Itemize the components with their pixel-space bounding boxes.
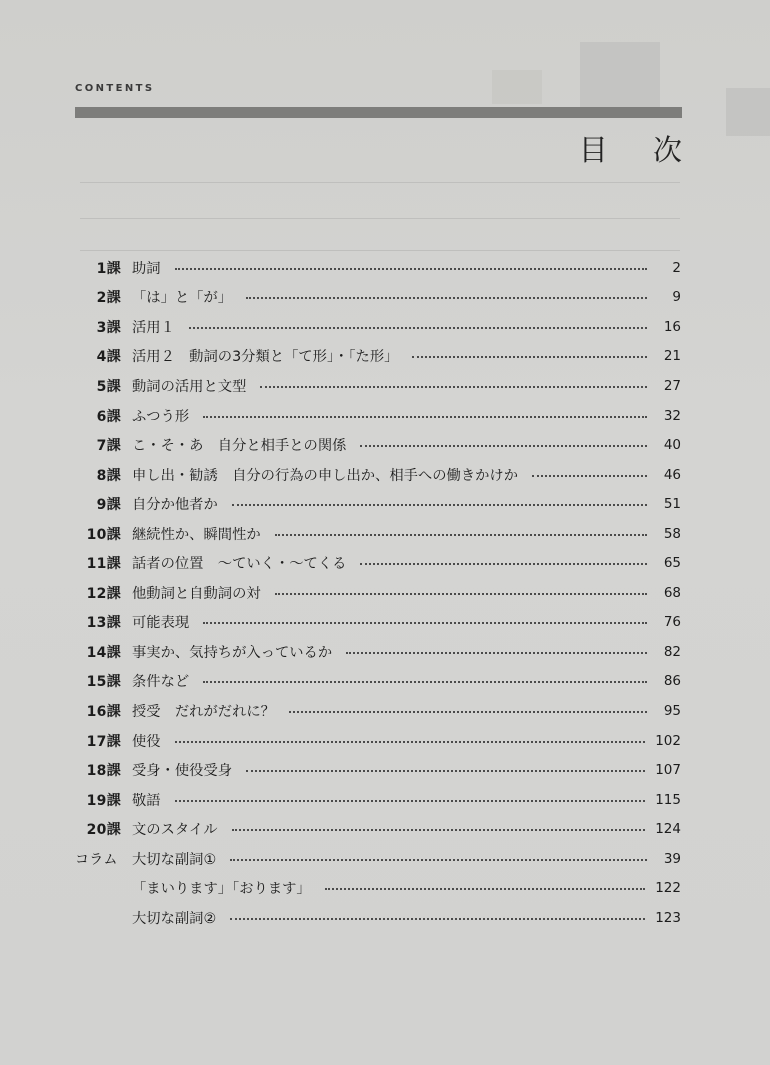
contents-label: CONTENTS: [75, 83, 155, 94]
toc-entry[interactable]: [75, 785, 681, 815]
entry-title: 受身・使役受身: [132, 763, 233, 780]
page-number: 82: [663, 643, 681, 660]
leader-dots: [203, 681, 647, 683]
toc-entry[interactable]: [75, 312, 681, 342]
lesson-number: 11課: [86, 556, 121, 573]
lesson-number: 20課: [86, 822, 121, 839]
entry-title: 文のスタイル: [132, 822, 218, 839]
page-number: 21: [663, 348, 681, 365]
entry-title: ふつう形: [132, 408, 190, 425]
entry-title: 敬語: [132, 792, 161, 809]
bleed-through-line: [80, 250, 680, 251]
entry-title: 事実か、気持ちが入っているか: [132, 644, 333, 661]
page-number: 86: [663, 673, 681, 690]
page-number: 76: [663, 614, 681, 631]
leader-dots: [230, 918, 645, 920]
page-number: 46: [663, 466, 681, 483]
toc-entry[interactable]: [75, 519, 681, 549]
header-rule: [75, 107, 682, 118]
bleed-through-block: [492, 70, 542, 104]
entry-title: 「まいります」「おります」: [132, 881, 311, 898]
toc-entry[interactable]: [75, 814, 681, 844]
lesson-number: 16課: [86, 703, 121, 720]
entry-title: 動詞の活用と文型: [132, 378, 247, 395]
leader-dots: [189, 327, 647, 329]
lesson-number: 5課: [96, 378, 121, 395]
lesson-number: 6課: [96, 408, 121, 425]
toc-entry[interactable]: [75, 667, 681, 697]
lesson-number: 4課: [96, 349, 121, 366]
toc-entry[interactable]: [75, 578, 681, 608]
lesson-number: 14課: [86, 644, 121, 661]
lesson-number: 17課: [86, 733, 121, 750]
leader-dots: [325, 888, 646, 890]
toc-entry[interactable]: [75, 873, 681, 903]
entry-title: 他動詞と自動詞の対: [132, 585, 261, 602]
lesson-number: 19課: [86, 792, 121, 809]
bleed-through-line: [80, 182, 680, 183]
entry-title: 助詞: [132, 260, 161, 277]
toc-entry[interactable]: [75, 726, 681, 756]
toc-entry[interactable]: [75, 253, 681, 283]
leader-dots: [203, 622, 647, 624]
page-number: 124: [655, 821, 681, 838]
leader-dots: [275, 534, 647, 536]
toc-entry[interactable]: [75, 342, 681, 372]
page-number: 32: [663, 407, 681, 424]
page-number: 102: [655, 732, 681, 749]
leader-dots: [230, 859, 647, 861]
entry-title: 大切な副詞①: [132, 851, 217, 868]
entry-title: 授受 だれがだれに？: [132, 703, 275, 720]
leader-dots: [289, 711, 647, 713]
column-label: コラム: [75, 851, 118, 868]
leader-dots: [175, 800, 646, 802]
table-of-contents: [75, 253, 681, 933]
leader-dots: [360, 563, 647, 565]
leader-dots: [246, 770, 645, 772]
toc-entry[interactable]: [75, 903, 681, 933]
toc-entry[interactable]: [75, 283, 681, 313]
page-number: 65: [663, 555, 681, 572]
page-number: 58: [663, 525, 681, 542]
entry-title: こ・そ・あ 自分と相手との関係: [132, 438, 347, 455]
leader-dots: [232, 504, 647, 506]
entry-title: 継続性か、瞬間性か: [132, 526, 261, 543]
lesson-number: 10課: [86, 526, 121, 543]
lesson-number: 13課: [86, 615, 121, 632]
entry-title: 自分か他者か: [132, 497, 218, 514]
lesson-number: 9課: [96, 497, 121, 514]
entry-title: 申し出・勧誘 自分の行為の申し出か、相手への働きかけか: [132, 467, 519, 484]
leader-dots: [175, 741, 646, 743]
toc-entry[interactable]: [75, 460, 681, 490]
lesson-number: 3課: [96, 319, 121, 336]
leader-dots: [532, 475, 647, 477]
toc-entry[interactable]: [75, 637, 681, 667]
entry-title: 使役: [132, 733, 161, 750]
lesson-number: 8課: [96, 467, 121, 484]
entry-title: 可能表現: [132, 615, 190, 632]
leader-dots: [203, 416, 647, 418]
lesson-number: 1課: [96, 260, 121, 277]
toc-entry[interactable]: [75, 489, 681, 519]
page-number: 122: [655, 880, 681, 897]
toc-entry[interactable]: [75, 755, 681, 785]
entry-title: 活用１: [132, 319, 175, 336]
page-number: 16: [663, 318, 681, 335]
lesson-number: 18課: [86, 763, 121, 780]
toc-entry[interactable]: [75, 608, 681, 638]
page-title: 目 次: [578, 133, 700, 167]
toc-entry[interactable]: [75, 696, 681, 726]
page-number: 39: [663, 850, 681, 867]
page-number: 40: [663, 437, 681, 454]
page-number: 123: [655, 909, 681, 926]
leader-dots: [412, 356, 647, 358]
lesson-number: 2課: [96, 290, 121, 307]
leader-dots: [275, 593, 647, 595]
leader-dots: [260, 386, 647, 388]
page-number: 51: [663, 496, 681, 513]
page-number: 68: [663, 584, 681, 601]
toc-entry[interactable]: [75, 844, 681, 874]
page-number: 95: [663, 702, 681, 719]
leader-dots: [346, 652, 647, 654]
toc-entry[interactable]: [75, 371, 681, 401]
bleed-through-tab: [580, 42, 660, 110]
bleed-through-edge-tab: [726, 88, 770, 136]
lesson-number: 12課: [86, 585, 121, 602]
toc-entry[interactable]: [75, 548, 681, 578]
entry-title: 「は」と「が」: [132, 290, 233, 307]
leader-dots: [246, 297, 647, 299]
toc-entry[interactable]: [75, 430, 681, 460]
page-number: 115: [655, 791, 681, 808]
leader-dots: [360, 445, 647, 447]
lesson-number: 7課: [96, 438, 121, 455]
lesson-number: 15課: [86, 674, 121, 691]
entry-title: 条件など: [132, 674, 190, 691]
page-number: 27: [663, 377, 681, 394]
entry-title: 大切な副詞②: [132, 910, 217, 927]
entry-title: 活用２ 動詞の3分類と「て形」・「た形」: [132, 349, 399, 366]
leader-dots: [232, 829, 646, 831]
entry-title: 話者の位置 〜ていく・〜てくる: [132, 556, 347, 573]
bleed-through-line: [80, 218, 680, 219]
page-number: 2: [672, 259, 681, 276]
page-number: 9: [672, 289, 681, 306]
toc-entry[interactable]: [75, 401, 681, 431]
page-number: 107: [655, 762, 681, 779]
leader-dots: [175, 268, 647, 270]
